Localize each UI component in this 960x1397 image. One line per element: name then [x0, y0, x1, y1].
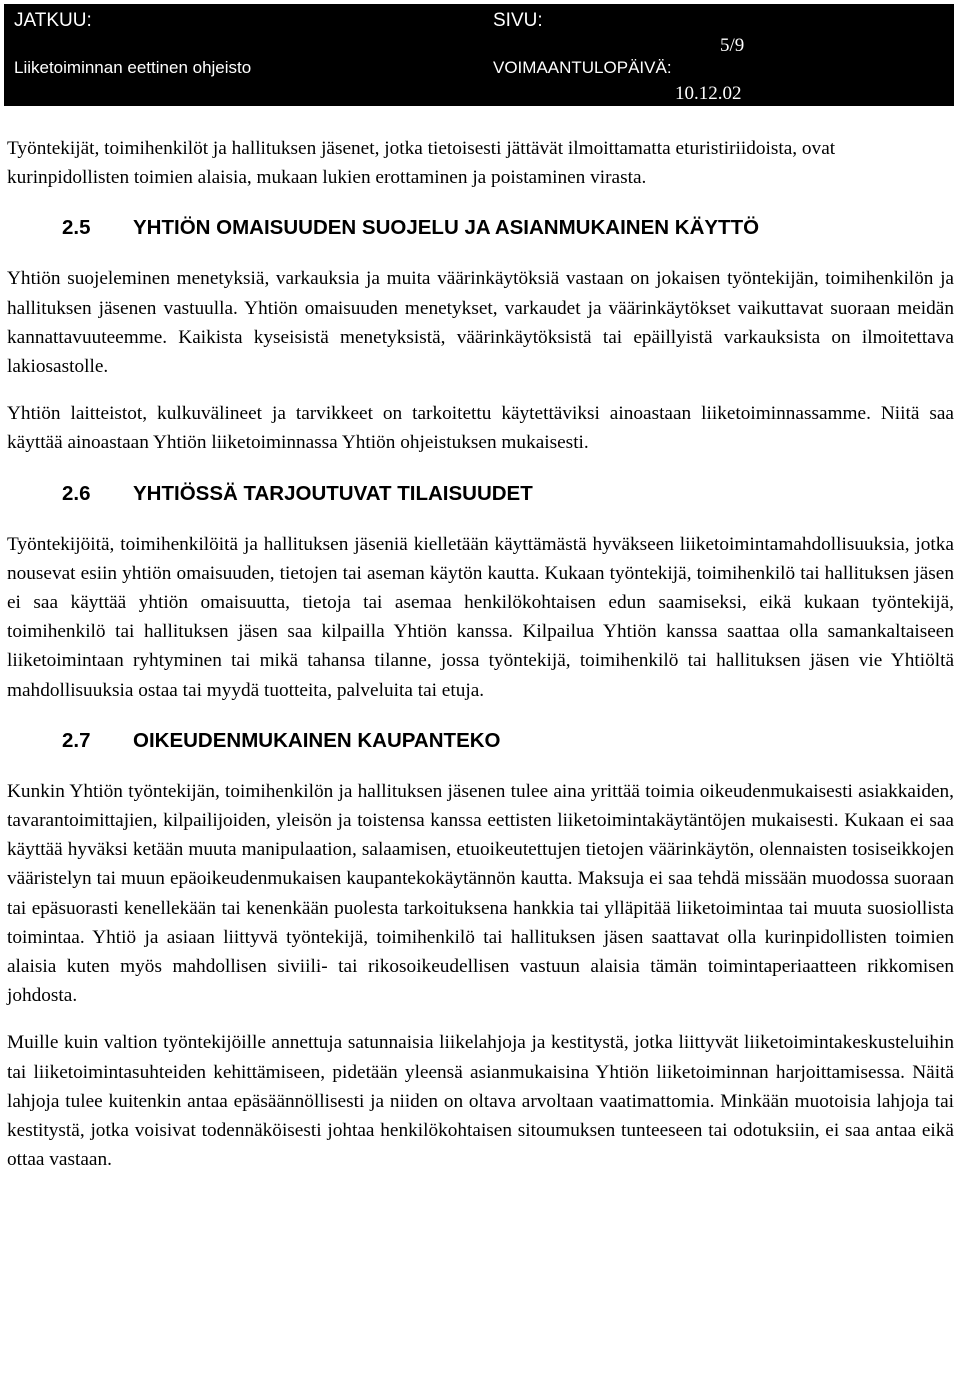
document-title: Liiketoiminnan eettinen ohjeisto — [14, 58, 252, 77]
page-label: SIVU: — [493, 10, 543, 31]
section-title: OIKEUDENMUKAINEN KAUPANTEKO — [133, 728, 501, 752]
section-heading-2-7 — [7, 727, 954, 755]
section-2-5-paragraph-2: Yhtiön laitteistot, kulkuvälineet ja tarvikkeet on tarkoitettu käytettäviksi ainoastaan liiketoiminnassamme. Niitä saa käyttää ainoastaan Yhtiön liiketoiminnassa Yhtiön ohjeistuksen mukaisesti. — [7, 403, 954, 454]
effective-date-label: VOIMAANTULOPÄIVÄ: — [493, 58, 672, 77]
section-2-7-paragraph-2: Muille kuin valtion työntekijöille annettuja satunnaisia liikelahjoja ja kestitystä, jotka liittyvät liiketoimintakeskusteluihin tai liiketoimintasuhteiden kehittämiseen, pidetään yleensä asianmukaisina Yhtiön liiketoiminnan harjoittamisessa. Näitä lahjoja tulee kuitenkin antaa epäsäännöllisesti ja niiden on oltava arvoltaan vaatimattomia. Minkään muotoisia lahjoja tai kestitystä, jotka voisivat todennäköisesti johtaa henkilökohtaisen sitoumuksen tunteeseen tai odotuksiin, ei saa antaa eikä ottaa vastaan. — [7, 1032, 954, 1171]
section-2-7-paragraph-1: Kunkin Yhtiön työntekijän, toimihenkilön ja hallituksen jäsenen tulee aina yrittää toimia oikeudenmukaisesti asiakkaiden, tavarantoimittajien, kilpailijoiden, yleisön ja toistensa kanssa eettisten liiketoimintakäytäntöjen mukaisesti. Kukaan ei saa käyttää hyväksi ketään muuta manipulaation, salaamisen, etuoikeutettujen tietojen väärinkäytön, olennaisten tosiseikkojen vääristelyn tai muun epäoikeudenmukaisen kaupantekokäytännön kautta. Maksuja ei saa tehdä missään muodossa suoraan tai epäsuorasti kenellekään tai kenenkään puolesta tarkoituksena hankkia tai ylläpitää liiketoimintaa tai muuta suosiollista toimintaa. Yhtiö ja asiaan liittyvä työntekijä, toimihenkilö tai hallituksen jäsen saattavat olla kurinpidollisten toimien alaisia kuten myös mahdollisen siviili- tai rikosoikeudellisen vastuun alaisia tämän toimintaperiaatteen rikkomisen johdosta. — [7, 780, 954, 1007]
document-header — [4, 4, 954, 106]
section-heading-2-5 — [7, 214, 954, 242]
intro-paragraph: Työntekijät, toimihenkilöt ja hallituksen jäsenet, jotka tietoisesti jättävät ilmoittamatta eturistiriidoista, ovat kurinpidollisten toimien alaisia, mukaan lukien erottaminen ja poistaminen virasta. — [7, 138, 836, 189]
section-2-6-paragraph-1: Työntekijöitä, toimihenkilöitä ja hallituksen jäseniä kielletään käyttämästä hyväkseen liiketoimintamahdollisuuksia, jotka nousevat esiin yhtiön omaisuuden, tietojen tai aseman käytön kautta. Kukaan työntekijä, toimihenkilö tai hallituksen jäsen ei saa käyttää yhtiön omaisuutta, tietoja tai asemaa henkilökohtaisen edun saamiseksi, eikä kukaan työntekijä, toimihenkilö tai hallituksen jäsen saa kilpailla Yhtiön kanssa. Kilpailua Yhtiön kanssa saattaa olla samankaltaiseen liiketoimintaan ryhtyminen tai mikä tahansa tilanne, jossa työntekijä, toimihenkilö tai hallituksen jäsen vie Yhtiöltä mahdollisuuksia ostaa tai myydä tuotteita, palveluita tai etuja. — [7, 533, 954, 701]
effective-date-value: 10.12.02 — [675, 83, 742, 104]
continues-label: JATKUU: — [14, 10, 92, 31]
page-number: 5/9 — [720, 35, 745, 56]
section-number: 2.6 — [62, 481, 91, 505]
section-title: YHTIÖSSÄ TARJOUTUVAT TILAISUUDET — [133, 481, 533, 505]
section-title: YHTIÖN OMAISUUDEN SUOJELU JA ASIANMUKAINEN KÄYTTÖ — [133, 216, 760, 240]
document-body — [7, 134, 954, 1174]
section-heading-2-6 — [7, 480, 954, 508]
section-number: 2.5 — [62, 216, 91, 240]
section-number: 2.7 — [62, 728, 91, 752]
section-2-5-paragraph-1: Yhtiön suojeleminen menetyksiä, varkauksia ja muita väärinkäytöksiä vastaan on jokaisen työntekijän, toimihenkilön ja hallituksen jäsenen vastuulla. Yhtiön omaisuuden menetykset, varkaudet ja väärinkäytökset vaikuttavat suoraan meidän kannattavuuteemme. Kaikista kyseisistä menetyksistä, väärinkäytöksistä tai epäillyistä varkauksista on ilmoitettava lakiosastolle. — [7, 268, 954, 378]
